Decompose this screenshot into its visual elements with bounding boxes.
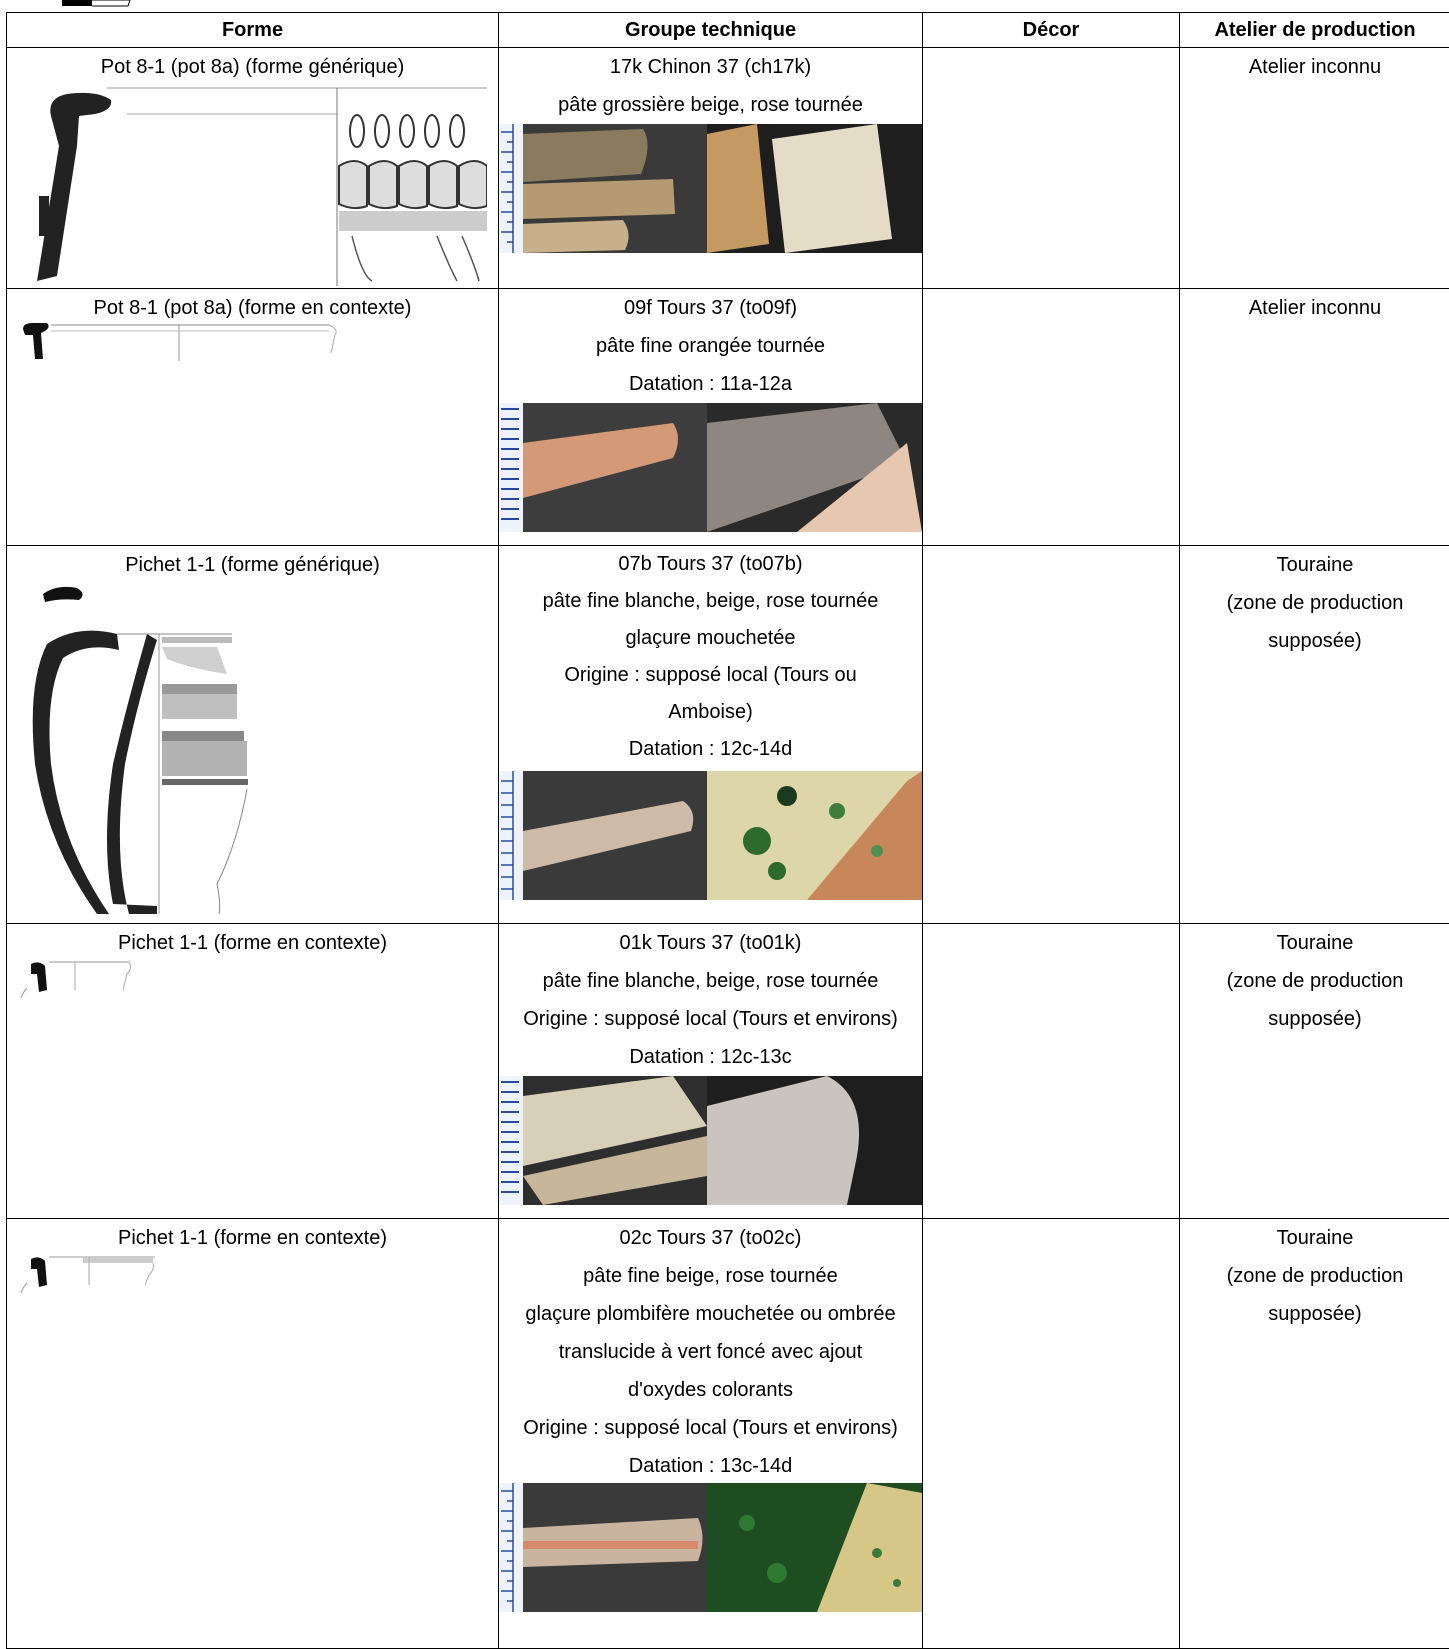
atelier-line: (zone de production xyxy=(1180,1257,1449,1295)
groupe-technique-cell xyxy=(499,48,923,289)
forme-cell xyxy=(7,546,499,924)
groupe-line: Datation : 12c-13c xyxy=(499,1038,922,1076)
groupe-line: 17k Chinon 37 (ch17k) xyxy=(499,48,922,86)
col-header-decor: Décor xyxy=(923,13,1180,48)
sherd-photos xyxy=(499,771,922,900)
forme-label: Pichet 1-1 (forme en contexte) xyxy=(7,924,498,962)
atelier-line: (zone de production xyxy=(1180,584,1449,622)
jug-profile-drawing xyxy=(19,960,139,1000)
col-header-atelier: Atelier de production xyxy=(1180,13,1449,48)
groupe-line: Origine : supposé local (Tours et environs) xyxy=(499,1409,922,1447)
forme-label: Pot 8-1 (pot 8a) (forme générique) xyxy=(7,48,498,86)
decor-cell xyxy=(923,1219,1180,1649)
ruler-scale xyxy=(499,771,523,900)
atelier-cell xyxy=(1180,546,1449,924)
sherd-section-photo xyxy=(523,771,707,900)
groupe-line: pâte fine beige, rose tournée xyxy=(499,1257,922,1295)
groupe-technique-cell xyxy=(499,289,923,546)
sherd-surface-photo xyxy=(707,771,922,900)
atelier-line: Touraine xyxy=(1180,924,1449,962)
groupe-line: pâte grossière beige, rose tournée xyxy=(499,86,922,124)
atelier-line: Touraine xyxy=(1180,546,1449,584)
header-row xyxy=(7,13,1449,48)
table-row xyxy=(7,289,1449,546)
forme-cell xyxy=(7,48,499,289)
groupe-line: Origine : supposé local (Tours et environs) xyxy=(499,1000,922,1038)
forme-label: Pichet 1-1 (forme en contexte) xyxy=(7,1219,498,1257)
atelier-cell xyxy=(1180,924,1449,1219)
groupe-technique-cell xyxy=(499,1219,923,1649)
sherd-surface-photo xyxy=(707,1483,922,1612)
jug-profile-drawing xyxy=(19,1255,159,1295)
atelier-line: (zone de production xyxy=(1180,962,1449,1000)
groupe-technique-cell xyxy=(499,546,923,924)
decor-cell xyxy=(923,924,1180,1219)
groupe-technique-cell xyxy=(499,924,923,1219)
atelier-line: supposée) xyxy=(1180,622,1449,660)
decor-cell xyxy=(923,48,1180,289)
groupe-line: Datation : 13c-14d xyxy=(499,1447,922,1485)
atelier-cell xyxy=(1180,48,1449,289)
forme-cell xyxy=(7,924,499,1219)
col-header-groupe-technique: Groupe technique xyxy=(499,13,923,48)
groupe-line: Origine : supposé local (Tours ou xyxy=(499,657,922,694)
groupe-line: 01k Tours 37 (to01k) xyxy=(499,924,922,962)
table-row xyxy=(7,546,1449,924)
sherd-photos xyxy=(499,124,922,253)
groupe-line: Datation : 11a-12a xyxy=(499,365,922,403)
sherd-section-photo xyxy=(523,1076,707,1205)
groupe-line: translucide à vert foncé avec ajout xyxy=(499,1333,922,1371)
groupe-line: pâte fine blanche, beige, rose tournée xyxy=(499,962,922,1000)
atelier-line: supposée) xyxy=(1180,1000,1449,1038)
sherd-photos xyxy=(499,1483,922,1612)
col-header-forme: Forme xyxy=(7,13,499,48)
atelier-line: Atelier inconnu xyxy=(1180,289,1449,327)
decor-cell xyxy=(923,546,1180,924)
sherd-surface-photo xyxy=(707,1076,922,1205)
groupe-line: d'oxydes colorants xyxy=(499,1371,922,1409)
groupe-line: 02c Tours 37 (to02c) xyxy=(499,1219,922,1257)
atelier-line: supposée) xyxy=(1180,1295,1449,1333)
pot-profile-drawing xyxy=(17,86,487,286)
ceramics-table xyxy=(6,12,1449,1649)
ruler-scale xyxy=(499,1483,523,1612)
forme-cell xyxy=(7,289,499,546)
groupe-line: 09f Tours 37 (to09f) xyxy=(499,289,922,327)
atelier-line: Touraine xyxy=(1180,1219,1449,1257)
sherd-section-photo xyxy=(523,1483,707,1612)
sherd-section-photo xyxy=(523,124,707,253)
groupe-line: Datation : 12c-14d xyxy=(499,731,922,768)
groupe-line: pâte fine orangée tournée xyxy=(499,327,922,365)
ruler-scale xyxy=(499,1076,523,1205)
atelier-line: Atelier inconnu xyxy=(1180,48,1449,86)
ruler-scale xyxy=(499,124,523,253)
sherd-photos xyxy=(499,403,922,532)
table-row xyxy=(7,1219,1449,1649)
pot-profile-drawing xyxy=(19,323,349,363)
jug-profile-drawing xyxy=(17,584,257,922)
ruler-scale xyxy=(499,403,523,532)
forme-cell xyxy=(7,1219,499,1649)
decor-cell xyxy=(923,289,1180,546)
table-row xyxy=(7,924,1449,1219)
sherd-surface-photo xyxy=(707,124,922,253)
groupe-line: glaçure plombifère mouchetée ou ombrée xyxy=(499,1295,922,1333)
groupe-line: pâte fine blanche, beige, rose tournée xyxy=(499,583,922,620)
groupe-line: Amboise) xyxy=(499,694,922,731)
atelier-cell xyxy=(1180,289,1449,546)
table-row xyxy=(7,48,1449,289)
groupe-line: 07b Tours 37 (to07b) xyxy=(499,546,922,583)
sherd-section-photo xyxy=(523,403,707,532)
forme-label: Pichet 1-1 (forme générique) xyxy=(7,546,498,584)
sherd-photos xyxy=(499,1076,922,1205)
sherd-surface-photo xyxy=(707,403,922,532)
groupe-line: glaçure mouchetée xyxy=(499,620,922,657)
top-logo-fragment xyxy=(0,0,1449,12)
atelier-cell xyxy=(1180,1219,1449,1649)
forme-label: Pot 8-1 (pot 8a) (forme en contexte) xyxy=(7,289,498,327)
